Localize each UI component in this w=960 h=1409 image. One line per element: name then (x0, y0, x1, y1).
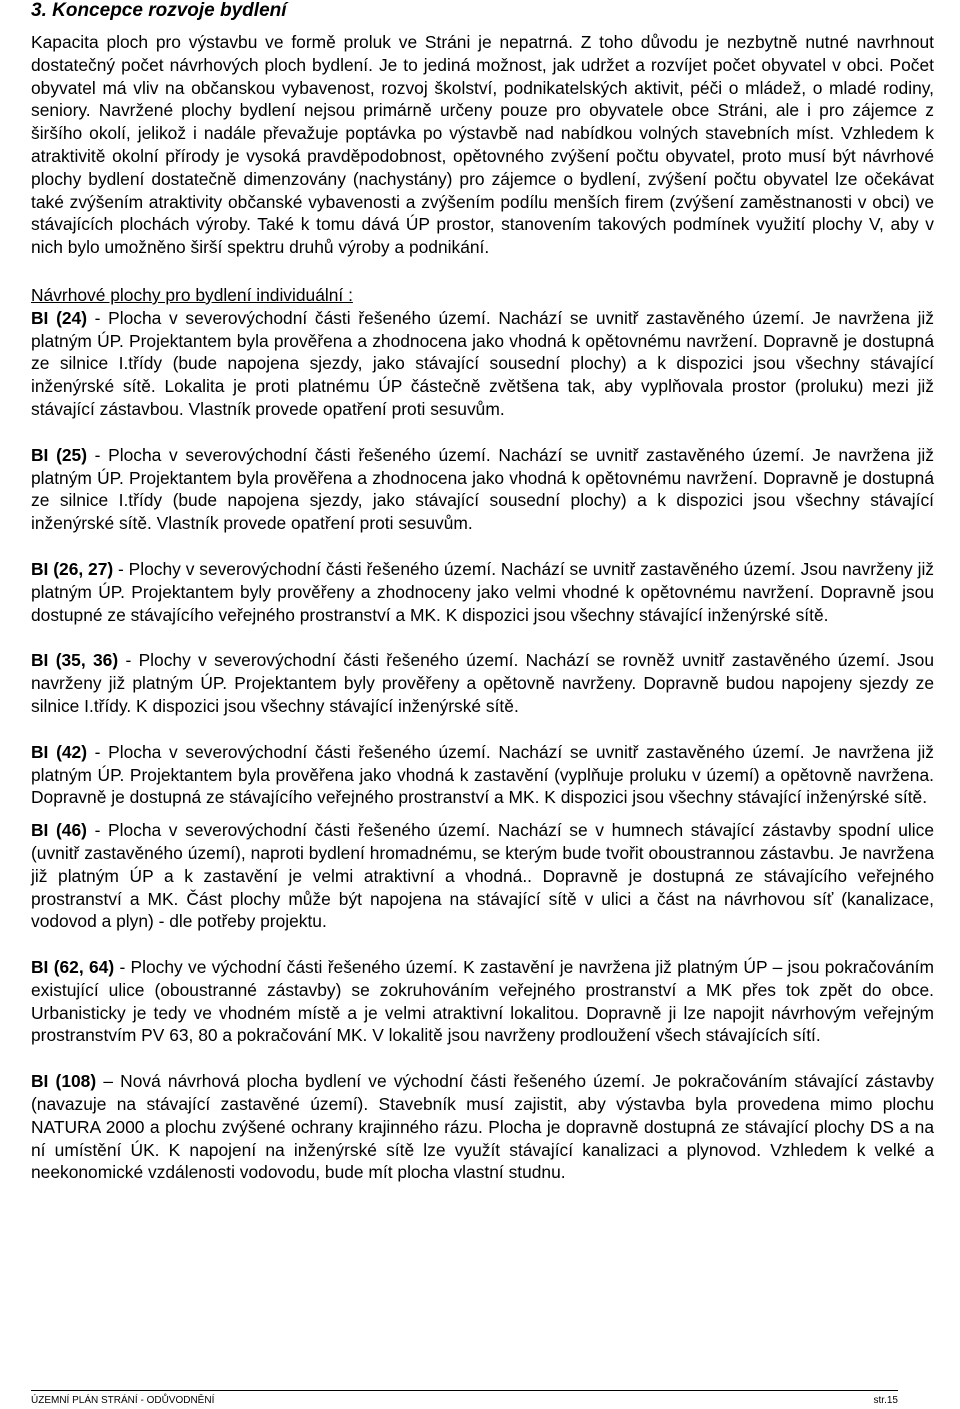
item-bi-24 (31, 307, 934, 421)
subsection-heading: Návrhové plochy pro bydlení individuální : (31, 284, 353, 305)
item-code: BI (35, 36) (31, 650, 119, 671)
item-code: BI (46) (31, 820, 87, 841)
item-bi-46 (31, 819, 934, 933)
item-bi-62-64 (31, 956, 934, 1047)
section-heading: 3. Koncepce rozvoje bydlení (31, 0, 287, 21)
item-text: - Plochy v severovýchodní části řešeného území. Nachází se uvnitř zastavěného území. Jsou navrženy již platným ÚP. Projektantem byly prověřeny a zhodnoceny jako velmi vhodné k opětovnému navržení. Dopravně jsou dostupné ze stávajícího veřejného prostranství a MK. K dispozici jsou všechny stávající inženýrské sítě. (31, 558, 934, 625)
item-code: BI (42) (31, 741, 87, 762)
document-page (31, 0, 934, 1184)
item-code: BI (62, 64) (31, 957, 115, 978)
item-text: - Plochy v severovýchodní části řešeného území. Nachází se rovněž uvnitř zastavěného území. Jsou navrženy již platným ÚP. Projektantem byly prověřeny a opětovně navrženy. Dopravně budou napojeny sjezdy ze silnice I.třídy. K dispozici jsou všechny stávající inženýrské sítě. (31, 650, 935, 716)
page-footer (31, 1390, 898, 1407)
page-number: str.15 (873, 1395, 898, 1406)
item-text: - Plocha v severovýchodní části řešeného území. Nachází se uvnitř zastavěného území. Je navržena již platným ÚP. Projektantem byla prověřena a zhodnocena jako vhodná k opětovnému navržení. Dopravně je dostupná ze silnice I.třídy (bude napojena sjezdy, jako stávající sousední plochy) a k dispozici jsou všechny stávající inženýrské sítě. Vlastník provede opatření proti sesuvům. (31, 444, 934, 534)
item-code: BI (24) (31, 307, 87, 328)
item-bi-26-27 (31, 558, 934, 626)
item-text: - Plocha v severovýchodní části řešeného území. Nachází se uvnitř zastavěného území. Je navržena již platným ÚP. Projektantem byla prověřena jako vhodná k zastavění (vyplňuje proluku v území) a opětovně navržena. Dopravně je dostupná ze stávajícího veřejného prostranství a MK. K dispozici jsou všechny stávající inženýrské sítě. (31, 741, 934, 808)
item-text: – Nová návrhová plocha bydlení ve východní části řešeného území. Je pokračováním stávající zástavby (navazuje na stávající zastavěné území). Stavebník musí zajistit, aby výstavba byla provedena mimo plochu NATURA 2000 a plochu zvýšené ochrany krajinného rázu. Plocha je dopravně dostupná ze stávající plochy DS a na ní umístění ÚK. K napojení na inženýrské sítě lze využít stávající kanalizaci a plynovod. Vzhledem k velké a neekonomické vzdálenosti vodovodu, bude mít plocha vlastní studnu. (31, 1071, 934, 1183)
item-code: BI (108) (31, 1071, 97, 1092)
item-bi-35-36 (31, 649, 934, 717)
item-code: BI (26, 27) (31, 558, 114, 579)
item-text: - Plocha v severovýchodní části řešeného území. Nachází se uvnitř zastavěného území. Je navržena již platným ÚP. Projektantem byla prověřena a zhodnocena jako vhodná k opětovnému navržení. Dopravně je dostupná ze silnice I.třídy (bude napojena sjezdy, jako stávající sousední plochy) a k dispozici jsou všechny stávající inženýrské sítě. Lokalita je proti platnému ÚP částečně zvětšena tak, aby vyplňovala prostor (proluku) mezi již stávající zástavbou. Vlastník provede opatření proti sesuvům. (31, 307, 934, 419)
item-code: BI (25) (31, 444, 87, 465)
item-bi-108 (31, 1070, 934, 1184)
intro-paragraph: Kapacita ploch pro výstavbu ve formě proluk ve Stráni je nepatrná. Z toho důvodu je nezbytně nutné navrhnout dostatečný počet návrhových ploch bydlení. Je to jediná možnost, jak udržet a rozvíjet počet obyvatel v obci. Počet obyvatel má vliv na občanskou vybavenost, rozvoj školství, podnikatelských aktivit, péči o mládež, o mladé rodiny, seniory. Navržené plochy bydlení nejsou primárně určeny pouze pro obyvatele obce Stráni, ale i pro zájemce z širšího okolí, jelikož i nadále převažuje poptávka po výstavbě nad nabídkou volných stavebních míst. Vzhledem k atraktivitě okolní přírody je vysoká pravděpodobnost, opětovného zvýšení počtu obyvatel, proto musí být návrhové plochy bydlení dostatečně dimenzovány (nachystány) pro zájemce o bydlení, zvýšení počtu obyvatel lze očekávat také zvýšením atraktivity občanské vybavenosti a zvýšením podílu menších firem (zvýšení zaměstnanosti v obci) ve stávajících plochách výroby. Také k tomu dává ÚP prostor, stanovením takových podmínek využití plochy V, aby v nich bylo umožněno širší spektru druhů výroby a podnikání. (31, 32, 934, 258)
item-text: - Plochy ve východní části řešeného území. K zastavění je navržena již platným ÚP – jsou pokračováním existující ulice (oboustranné zástavby) se zokruhováním veřejného prostranství a MK přes tok zpět do obce. Urbanisticky je tedy ve vhodném místě a je velmi atraktivní lokalitou. Dopravně ji lze napojit návrhovým veřejným prostranstvím PV 63, 80 a pokračování MK. V lokalitě jsou navrženy prodloužení všech stávajících sítí. (31, 957, 934, 1046)
item-bi-42 (31, 741, 934, 809)
footer-title: ÚZEMNÍ PLÁN STRÁNÍ - ODŮVODNĚNÍ (31, 1395, 215, 1406)
item-bi-25 (31, 444, 934, 535)
item-text: - Plocha v severovýchodní části řešeného území. Nachází se v humnech stávající zástavby spodní ulice (uvnitř zastavěného území), naproti bydlení hromadnému, se kterým bude tvořit oboustrannou zástavbu. Je navržena již platným ÚP a k zastavění je velmi atraktivní a vhodná.. Dopravně je dostupná ze stávajícího veřejného prostranství a MK. Část plochy může být napojena na stávající sítě v ulici a část na návrhovou síť (kanalizace, vodovod a plyn) - dle potřeby projektu. (31, 820, 935, 932)
